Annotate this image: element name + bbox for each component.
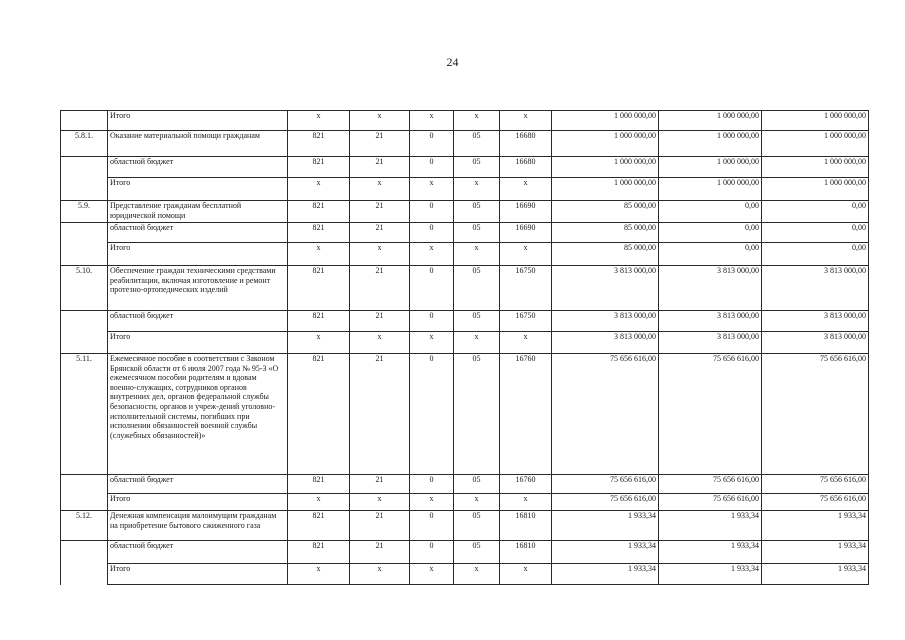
cell-code-subprogram: 05 xyxy=(454,201,500,223)
cell-row-number: 5.11. xyxy=(61,354,108,475)
cell-code-direction: 16690 xyxy=(500,201,552,223)
table-row xyxy=(61,131,869,157)
cell-amount-year-2: 1 933,34 xyxy=(659,541,762,564)
cell-amount-year-1: 1 933,34 xyxy=(552,564,659,585)
budget-table xyxy=(60,110,869,585)
cell-row-name: областной бюджет xyxy=(108,223,288,243)
cell-amount-year-1: 85 000,00 xyxy=(552,243,659,266)
cell-code-admin: х xyxy=(288,111,350,131)
cell-code-admin: 821 xyxy=(288,223,350,243)
cell-code-admin: 821 xyxy=(288,475,350,494)
cell-code-direction: х xyxy=(500,178,552,201)
cell-code-subprogram: 05 xyxy=(454,511,500,541)
cell-row-name: областной бюджет xyxy=(108,541,288,564)
cell-code-section: х xyxy=(350,332,410,354)
cell-row-number xyxy=(61,494,108,511)
cell-code-section: 21 xyxy=(350,475,410,494)
cell-amount-year-2: 0,00 xyxy=(659,223,762,243)
cell-code-section: 21 xyxy=(350,354,410,475)
cell-code-admin: х xyxy=(288,494,350,511)
cell-code-section: х xyxy=(350,111,410,131)
cell-row-name: Представление гражданам бесплатной юридической помощи xyxy=(108,201,288,223)
cell-amount-year-1: 3 813 000,00 xyxy=(552,332,659,354)
cell-code-section: х xyxy=(350,564,410,585)
cell-code-admin: х xyxy=(288,332,350,354)
cell-code-program: х xyxy=(410,243,454,266)
table-row xyxy=(61,201,869,223)
cell-code-subprogram: х xyxy=(454,243,500,266)
cell-code-section: 21 xyxy=(350,541,410,564)
cell-amount-year-3: 1 000 000,00 xyxy=(762,178,869,201)
cell-code-program: 0 xyxy=(410,541,454,564)
table-row xyxy=(61,266,869,311)
cell-amount-year-2: 75 656 616,00 xyxy=(659,494,762,511)
cell-row-number xyxy=(61,223,108,243)
cell-amount-year-1: 1 933,34 xyxy=(552,541,659,564)
cell-row-number: 5.9. xyxy=(61,201,108,223)
cell-row-number xyxy=(61,332,108,354)
cell-amount-year-3: 1 933,34 xyxy=(762,511,869,541)
cell-row-number xyxy=(61,243,108,266)
cell-amount-year-3: 75 656 616,00 xyxy=(762,494,869,511)
cell-amount-year-2: 3 813 000,00 xyxy=(659,332,762,354)
cell-code-direction: х xyxy=(500,564,552,585)
cell-amount-year-3: 1 000 000,00 xyxy=(762,111,869,131)
cell-amount-year-2: 1 933,34 xyxy=(659,564,762,585)
cell-code-admin: 821 xyxy=(288,266,350,311)
cell-row-name: Итого xyxy=(108,243,288,266)
cell-code-subprogram: х xyxy=(454,178,500,201)
cell-code-program: х xyxy=(410,564,454,585)
cell-code-program: 0 xyxy=(410,511,454,541)
table-row xyxy=(61,475,869,494)
cell-code-admin: 821 xyxy=(288,311,350,332)
cell-amount-year-3: 3 813 000,00 xyxy=(762,266,869,311)
cell-code-admin: х xyxy=(288,564,350,585)
cell-amount-year-1: 85 000,00 xyxy=(552,201,659,223)
table-row xyxy=(61,178,869,201)
cell-code-direction: 16760 xyxy=(500,354,552,475)
cell-code-direction: 16750 xyxy=(500,311,552,332)
cell-code-section: 21 xyxy=(350,311,410,332)
cell-code-direction: 16810 xyxy=(500,511,552,541)
cell-amount-year-3: 0,00 xyxy=(762,223,869,243)
cell-amount-year-1: 3 813 000,00 xyxy=(552,266,659,311)
cell-amount-year-3: 3 813 000,00 xyxy=(762,332,869,354)
cell-code-direction: 16760 xyxy=(500,475,552,494)
table-row xyxy=(61,243,869,266)
cell-amount-year-1: 75 656 616,00 xyxy=(552,475,659,494)
cell-row-number xyxy=(61,111,108,131)
cell-code-section: х xyxy=(350,243,410,266)
cell-amount-year-1: 1 933,34 xyxy=(552,511,659,541)
cell-code-program: 0 xyxy=(410,201,454,223)
table-row xyxy=(61,541,869,564)
cell-row-name: Ежемесячное пособие в соответствии с Законом Брянской области от 6 июля 2007 года № 95-З «О ежемесячном пособии родителям и вдовам военно-служащих, сотрудников органов внутренних дел, органов федеральной службы безопасности, органов и учреж-дений уголовно-исполнительной системы, погибших при исполнении обязанностей военной службы (служебных обязанностей)» xyxy=(108,354,288,475)
cell-amount-year-3: 0,00 xyxy=(762,201,869,223)
cell-amount-year-1: 1 000 000,00 xyxy=(552,111,659,131)
table-row xyxy=(61,494,869,511)
cell-code-subprogram: х xyxy=(454,494,500,511)
cell-amount-year-2: 0,00 xyxy=(659,201,762,223)
cell-code-subprogram: 05 xyxy=(454,157,500,178)
cell-code-program: х xyxy=(410,111,454,131)
cell-row-number: 5.8.1. xyxy=(61,131,108,157)
cell-code-subprogram: 05 xyxy=(454,311,500,332)
cell-row-number xyxy=(61,475,108,494)
cell-row-number xyxy=(61,178,108,201)
cell-code-program: 0 xyxy=(410,157,454,178)
cell-amount-year-2: 3 813 000,00 xyxy=(659,266,762,311)
cell-row-number xyxy=(61,311,108,332)
cell-amount-year-1: 75 656 616,00 xyxy=(552,494,659,511)
cell-row-number: 5.10. xyxy=(61,266,108,311)
cell-row-name: Итого xyxy=(108,111,288,131)
cell-row-number xyxy=(61,564,108,585)
cell-code-direction: 16810 xyxy=(500,541,552,564)
cell-row-name: областной бюджет xyxy=(108,475,288,494)
cell-code-section: 21 xyxy=(350,511,410,541)
table-row xyxy=(61,223,869,243)
cell-row-name: Денежная компенсация малоимущим гражданам на приобретение бытового сжиженного газа xyxy=(108,511,288,541)
cell-code-subprogram: х xyxy=(454,111,500,131)
cell-row-number: 5.12. xyxy=(61,511,108,541)
cell-code-admin: х xyxy=(288,243,350,266)
cell-code-program: 0 xyxy=(410,354,454,475)
table-row xyxy=(61,111,869,131)
table-row xyxy=(61,511,869,541)
cell-code-admin: 821 xyxy=(288,354,350,475)
cell-amount-year-3: 75 656 616,00 xyxy=(762,475,869,494)
cell-code-subprogram: х xyxy=(454,564,500,585)
cell-code-admin: 821 xyxy=(288,157,350,178)
cell-code-direction: 16750 xyxy=(500,266,552,311)
table-row xyxy=(61,354,869,475)
cell-amount-year-1: 1 000 000,00 xyxy=(552,178,659,201)
cell-code-section: х xyxy=(350,178,410,201)
table-body xyxy=(61,111,869,585)
cell-code-program: х xyxy=(410,178,454,201)
cell-amount-year-2: 1 933,34 xyxy=(659,511,762,541)
cell-amount-year-3: 1 000 000,00 xyxy=(762,131,869,157)
cell-amount-year-3: 1 933,34 xyxy=(762,541,869,564)
cell-code-admin: 821 xyxy=(288,541,350,564)
cell-code-program: 0 xyxy=(410,223,454,243)
cell-row-number xyxy=(61,157,108,178)
cell-code-direction: х xyxy=(500,243,552,266)
cell-code-program: 0 xyxy=(410,475,454,494)
cell-amount-year-1: 1 000 000,00 xyxy=(552,131,659,157)
cell-code-subprogram: 05 xyxy=(454,131,500,157)
table-row xyxy=(61,332,869,354)
cell-code-section: 21 xyxy=(350,266,410,311)
cell-code-subprogram: 05 xyxy=(454,475,500,494)
cell-amount-year-2: 1 000 000,00 xyxy=(659,131,762,157)
cell-row-name: Итого xyxy=(108,564,288,585)
page-number: 24 xyxy=(446,55,459,69)
cell-code-direction: 16690 xyxy=(500,223,552,243)
cell-code-section: х xyxy=(350,494,410,511)
cell-amount-year-2: 3 813 000,00 xyxy=(659,311,762,332)
cell-code-direction: х xyxy=(500,111,552,131)
cell-code-subprogram: 05 xyxy=(454,354,500,475)
cell-amount-year-3: 1 933,34 xyxy=(762,564,869,585)
cell-code-section: 21 xyxy=(350,131,410,157)
table-row xyxy=(61,311,869,332)
cell-code-program: 0 xyxy=(410,311,454,332)
cell-code-direction: 16680 xyxy=(500,157,552,178)
cell-code-subprogram: 05 xyxy=(454,223,500,243)
cell-row-name: Итого xyxy=(108,178,288,201)
cell-amount-year-1: 3 813 000,00 xyxy=(552,311,659,332)
cell-code-section: 21 xyxy=(350,201,410,223)
cell-code-section: 21 xyxy=(350,157,410,178)
cell-code-admin: 821 xyxy=(288,511,350,541)
cell-code-direction: х xyxy=(500,494,552,511)
cell-row-number xyxy=(61,541,108,564)
cell-amount-year-3: 0,00 xyxy=(762,243,869,266)
cell-amount-year-1: 85 000,00 xyxy=(552,223,659,243)
cell-code-program: 0 xyxy=(410,131,454,157)
cell-amount-year-3: 75 656 616,00 xyxy=(762,354,869,475)
cell-code-admin: 821 xyxy=(288,201,350,223)
cell-row-name: Обеспечение граждан техническими средствами реабилитации, включая изготовление и ремонт протезно-ортопедических изделий xyxy=(108,266,288,311)
cell-amount-year-2: 75 656 616,00 xyxy=(659,354,762,475)
cell-amount-year-2: 1 000 000,00 xyxy=(659,178,762,201)
cell-code-admin: х xyxy=(288,178,350,201)
cell-code-subprogram: 05 xyxy=(454,266,500,311)
cell-code-subprogram: х xyxy=(454,332,500,354)
cell-amount-year-2: 1 000 000,00 xyxy=(659,157,762,178)
cell-amount-year-3: 1 000 000,00 xyxy=(762,157,869,178)
cell-code-subprogram: 05 xyxy=(454,541,500,564)
cell-amount-year-1: 75 656 616,00 xyxy=(552,354,659,475)
cell-code-admin: 821 xyxy=(288,131,350,157)
table-row xyxy=(61,564,869,585)
cell-amount-year-2: 0,00 xyxy=(659,243,762,266)
cell-amount-year-3: 3 813 000,00 xyxy=(762,311,869,332)
cell-code-direction: х xyxy=(500,332,552,354)
cell-code-direction: 16680 xyxy=(500,131,552,157)
cell-row-name: областной бюджет xyxy=(108,157,288,178)
cell-amount-year-2: 75 656 616,00 xyxy=(659,475,762,494)
cell-code-program: х xyxy=(410,332,454,354)
cell-amount-year-1: 1 000 000,00 xyxy=(552,157,659,178)
cell-amount-year-2: 1 000 000,00 xyxy=(659,111,762,131)
cell-code-program: 0 xyxy=(410,266,454,311)
cell-code-section: 21 xyxy=(350,223,410,243)
cell-row-name: Оказание материальной помощи гражданам xyxy=(108,131,288,157)
table-row xyxy=(61,157,869,178)
cell-code-program: х xyxy=(410,494,454,511)
cell-row-name: Итого xyxy=(108,332,288,354)
cell-row-name: областной бюджет xyxy=(108,311,288,332)
cell-row-name: Итого xyxy=(108,494,288,511)
